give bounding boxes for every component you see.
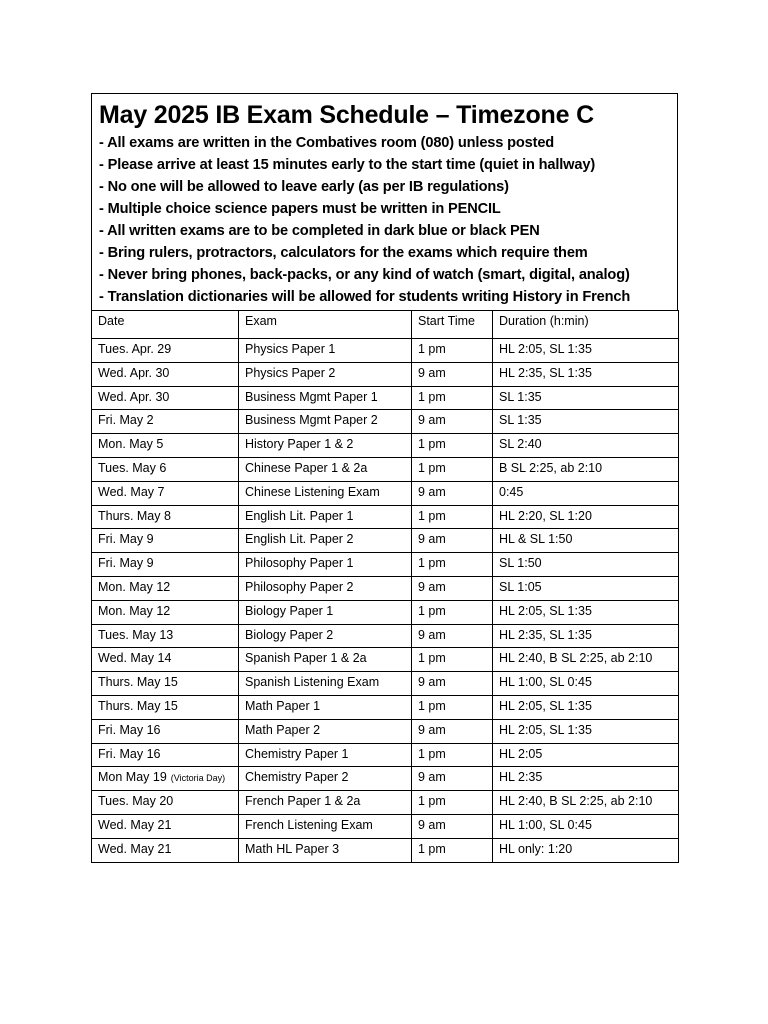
duration-cell-text: HL 2:35, SL 1:35 [499, 627, 592, 642]
exam-cell-text: Biology Paper 1 [245, 603, 334, 618]
date-cell-text: Fri. May 9 [98, 532, 154, 547]
exam-cell-text: Spanish Paper 1 & 2a [245, 651, 367, 666]
duration-cell-text: SL 1:35 [499, 389, 542, 404]
exam-cell [239, 553, 412, 577]
page-title: May 2025 IB Exam Schedule – Timezone C [99, 101, 594, 129]
exam-cell [239, 624, 412, 648]
table-row [92, 481, 679, 505]
start-time-cell-text: 1 pm [418, 460, 446, 475]
rule-item: - Bring rulers, protractors, calculators for the exams which require them [99, 245, 588, 261]
start-time-cell-text: 9 am [418, 484, 446, 499]
exam-cell-text: Philosophy Paper 2 [245, 579, 354, 594]
table-row [92, 814, 679, 838]
exam-cell [239, 672, 412, 696]
exam-cell [239, 838, 412, 862]
rules-list [99, 132, 670, 308]
table-row [92, 695, 679, 719]
date-cell [92, 791, 239, 815]
date-cell-text: Fri. May 16 [98, 722, 161, 737]
table-row [92, 339, 679, 363]
exam-cell [239, 481, 412, 505]
exam-cell-text: French Paper 1 & 2a [245, 794, 361, 809]
date-cell [92, 838, 239, 862]
date-cell-text: Fri. May 2 [98, 413, 154, 428]
exam-cell-text: Physics Paper 1 [245, 342, 336, 356]
exam-cell [239, 767, 412, 791]
start-time-cell [412, 719, 493, 743]
exam-cell-text: Business Mgmt Paper 1 [245, 389, 378, 404]
exam-cell-text: Chinese Paper 1 & 2a [245, 460, 368, 475]
start-time-cell-text: 1 pm [418, 794, 446, 809]
start-time-cell [412, 481, 493, 505]
start-time-cell [412, 457, 493, 481]
table-row [92, 648, 679, 672]
duration-cell [493, 767, 679, 791]
column-header-start-time: Start Time [412, 311, 493, 339]
start-time-cell-text: 9 am [418, 817, 446, 832]
date-cell-text: Thurs. May 15 [98, 675, 178, 690]
exam-cell [239, 600, 412, 624]
exam-cell [239, 529, 412, 553]
start-time-cell-text: 1 pm [418, 556, 446, 571]
column-header-exam: Exam [239, 311, 412, 339]
exam-cell-text: Biology Paper 2 [245, 627, 334, 642]
duration-cell-text: HL 2:40, B SL 2:25, ab 2:10 [499, 651, 653, 666]
date-cell-text: Thurs. May 15 [98, 698, 178, 713]
duration-cell [493, 814, 679, 838]
date-cell-text: Wed. Apr. 30 [98, 389, 170, 404]
table-row [92, 553, 679, 577]
exam-cell-text: Spanish Listening Exam [245, 675, 380, 690]
schedule-table [91, 310, 679, 863]
duration-cell [493, 339, 679, 363]
rule-item: - Translation dictionaries will be allowed for students writing History in French [99, 289, 631, 305]
duration-cell [493, 624, 679, 648]
exam-cell-text: Chemistry Paper 1 [245, 746, 349, 761]
exam-cell [239, 648, 412, 672]
date-cell-text: Thurs. May 8 [98, 508, 171, 523]
start-time-cell [412, 791, 493, 815]
duration-cell [493, 719, 679, 743]
date-cell-text: Wed. Apr. 30 [98, 365, 170, 380]
start-time-cell-text: 9 am [418, 675, 446, 690]
start-time-cell-text: 9 am [418, 579, 446, 594]
start-time-cell [412, 505, 493, 529]
rule-item: - No one will be allowed to leave early (as per IB regulations) [99, 179, 509, 195]
date-cell-text: Wed. May 7 [98, 484, 165, 499]
exam-cell [239, 719, 412, 743]
table-row [92, 410, 679, 434]
duration-cell-text: HL & SL 1:50 [499, 532, 573, 547]
duration-cell-text: HL 2:05, SL 1:35 [499, 603, 592, 618]
table-row [92, 505, 679, 529]
exam-cell [239, 457, 412, 481]
exam-cell [239, 814, 412, 838]
duration-cell-text: HL 2:20, SL 1:20 [499, 508, 592, 523]
date-cell-text: Tues. May 6 [98, 460, 167, 475]
start-time-cell-text: 1 pm [418, 746, 446, 761]
date-cell [92, 648, 239, 672]
column-header-duration: Duration (h:min) [493, 311, 679, 339]
exam-cell [239, 505, 412, 529]
date-cell-text: Fri. May 16 [98, 746, 161, 761]
date-cell-text: Wed. May 14 [98, 651, 172, 666]
exam-cell [239, 695, 412, 719]
date-cell-text: Tues. May 13 [98, 627, 174, 642]
duration-cell-text: SL 1:05 [499, 579, 542, 594]
table-row [92, 457, 679, 481]
duration-cell [493, 576, 679, 600]
duration-cell [493, 362, 679, 386]
start-time-cell [412, 576, 493, 600]
exam-cell-text: Math HL Paper 3 [245, 841, 340, 856]
date-cell [92, 457, 239, 481]
start-time-cell-text: 9 am [418, 532, 446, 547]
start-time-cell-text: 9 am [418, 413, 446, 428]
duration-cell [493, 672, 679, 696]
start-time-cell [412, 743, 493, 767]
table-row [92, 434, 679, 458]
exam-cell-text: Business Mgmt Paper 2 [245, 413, 378, 428]
duration-cell-text: SL 1:50 [499, 556, 542, 571]
start-time-cell [412, 362, 493, 386]
start-time-cell-text: 1 pm [418, 651, 446, 666]
exam-cell [239, 362, 412, 386]
start-time-cell-text: 9 am [418, 627, 446, 642]
exam-cell [239, 339, 412, 363]
exam-cell-text: Physics Paper 2 [245, 365, 336, 380]
table-row [92, 386, 679, 410]
start-time-cell-text: 1 pm [418, 508, 446, 523]
date-cell [92, 576, 239, 600]
start-time-cell [412, 648, 493, 672]
date-cell [92, 743, 239, 767]
date-cell [92, 386, 239, 410]
start-time-cell [412, 386, 493, 410]
duration-cell-text: SL 2:40 [499, 437, 542, 452]
exam-cell [239, 386, 412, 410]
exam-cell-text: Math Paper 1 [245, 698, 321, 713]
table-row [92, 624, 679, 648]
date-cell [92, 434, 239, 458]
duration-cell [493, 505, 679, 529]
start-time-cell [412, 672, 493, 696]
date-cell [92, 339, 239, 363]
date-cell-text: Tues. Apr. 29 [98, 342, 172, 356]
duration-cell-text: HL 2:35 [499, 770, 543, 785]
table-row [92, 576, 679, 600]
exam-cell-text: Chemistry Paper 2 [245, 770, 349, 785]
start-time-cell [412, 767, 493, 791]
duration-cell [493, 529, 679, 553]
start-time-cell [412, 410, 493, 434]
date-cell [92, 695, 239, 719]
exam-schedule-sheet [91, 93, 678, 863]
start-time-cell [412, 529, 493, 553]
duration-cell-text: HL 2:05, SL 1:35 [499, 698, 592, 713]
exam-cell [239, 434, 412, 458]
start-time-cell [412, 339, 493, 363]
table-row [92, 672, 679, 696]
start-time-cell-text: 1 pm [418, 342, 446, 356]
duration-cell-text: HL 2:05, SL 1:35 [499, 722, 592, 737]
start-time-cell-text: 9 am [418, 722, 446, 737]
duration-cell-text: HL only: 1:20 [499, 841, 573, 856]
duration-cell-text: HL 1:00, SL 0:45 [499, 817, 592, 832]
start-time-cell [412, 624, 493, 648]
date-cell-text: Mon. May 12 [98, 603, 171, 618]
duration-cell [493, 648, 679, 672]
duration-cell-text: HL 1:00, SL 0:45 [499, 675, 592, 690]
start-time-cell [412, 553, 493, 577]
start-time-cell [412, 814, 493, 838]
date-cell [92, 672, 239, 696]
table-row [92, 838, 679, 862]
exam-cell-text: Philosophy Paper 1 [245, 556, 354, 571]
duration-cell-text: HL 2:05, SL 1:35 [499, 342, 592, 356]
rule-item: - All written exams are to be completed in dark blue or black PEN [99, 223, 540, 239]
exam-cell-text: French Listening Exam [245, 817, 373, 832]
exam-cell [239, 743, 412, 767]
start-time-cell [412, 434, 493, 458]
duration-cell [493, 791, 679, 815]
start-time-cell-text: 1 pm [418, 698, 446, 713]
duration-cell-text: B SL 2:25, ab 2:10 [499, 460, 603, 475]
date-cell [92, 410, 239, 434]
date-cell [92, 719, 239, 743]
date-cell [92, 505, 239, 529]
duration-cell [493, 600, 679, 624]
start-time-cell-text: 9 am [418, 365, 446, 380]
rule-item: - All exams are written in the Combatives room (080) unless posted [99, 135, 555, 151]
start-time-cell-text: 1 pm [418, 603, 446, 618]
start-time-cell-text: 1 pm [418, 841, 446, 856]
duration-cell-text: SL 1:35 [499, 413, 542, 428]
duration-cell [493, 434, 679, 458]
date-cell-text: Wed. May 21 [98, 817, 172, 832]
duration-cell-text: HL 2:05 [499, 746, 543, 761]
rule-item: - Never bring phones, back-packs, or any kind of watch (smart, digital, analog) [99, 267, 630, 283]
table-row [92, 362, 679, 386]
column-header-date: Date [92, 311, 239, 339]
duration-cell [493, 553, 679, 577]
start-time-cell [412, 838, 493, 862]
date-cell [92, 767, 239, 791]
start-time-cell [412, 600, 493, 624]
date-cell-text: Mon. May 5 [98, 437, 164, 452]
schedule-header [91, 93, 678, 310]
duration-cell [493, 386, 679, 410]
date-cell [92, 529, 239, 553]
duration-cell-text: 0:45 [499, 484, 524, 499]
start-time-cell-text: 1 pm [418, 389, 446, 404]
exam-cell [239, 410, 412, 434]
date-cell [92, 362, 239, 386]
duration-cell [493, 481, 679, 505]
date-cell-text: Mon May 19 [98, 770, 167, 785]
exam-cell [239, 576, 412, 600]
duration-cell [493, 838, 679, 862]
start-time-cell-text: 1 pm [418, 437, 446, 452]
exam-cell-text: History Paper 1 & 2 [245, 437, 354, 452]
duration-cell [493, 743, 679, 767]
duration-cell [493, 695, 679, 719]
date-cell [92, 600, 239, 624]
exam-cell-text: Chinese Listening Exam [245, 484, 380, 499]
date-cell-text: Mon. May 12 [98, 579, 171, 594]
date-cell-text: Fri. May 9 [98, 556, 154, 571]
duration-cell-text: HL 2:35, SL 1:35 [499, 365, 592, 380]
duration-cell [493, 410, 679, 434]
table-row [92, 743, 679, 767]
date-cell-text: Wed. May 21 [98, 841, 172, 856]
rule-item: - Multiple choice science papers must be written in PENCIL [99, 201, 501, 217]
exam-cell-text: English Lit. Paper 2 [245, 532, 354, 547]
exam-cell [239, 791, 412, 815]
exam-cell-text: English Lit. Paper 1 [245, 508, 354, 523]
date-cell [92, 553, 239, 577]
holiday-note: (Victoria Day) [170, 773, 226, 784]
table-row [92, 719, 679, 743]
duration-cell-text: HL 2:40, B SL 2:25, ab 2:10 [499, 794, 653, 809]
exam-cell-text: Math Paper 2 [245, 722, 321, 737]
table-row [92, 529, 679, 553]
table-row [92, 767, 679, 791]
table-row [92, 600, 679, 624]
duration-cell [493, 457, 679, 481]
table-header-row [92, 311, 679, 339]
table-row [92, 791, 679, 815]
schedule-rows [92, 339, 679, 863]
rule-item: - Please arrive at least 15 minutes early to the start time (quiet in hallway) [99, 157, 596, 173]
start-time-cell [412, 695, 493, 719]
date-cell [92, 624, 239, 648]
start-time-cell-text: 9 am [418, 770, 446, 785]
date-cell-text: Tues. May 20 [98, 794, 174, 809]
date-cell [92, 481, 239, 505]
date-cell [92, 814, 239, 838]
